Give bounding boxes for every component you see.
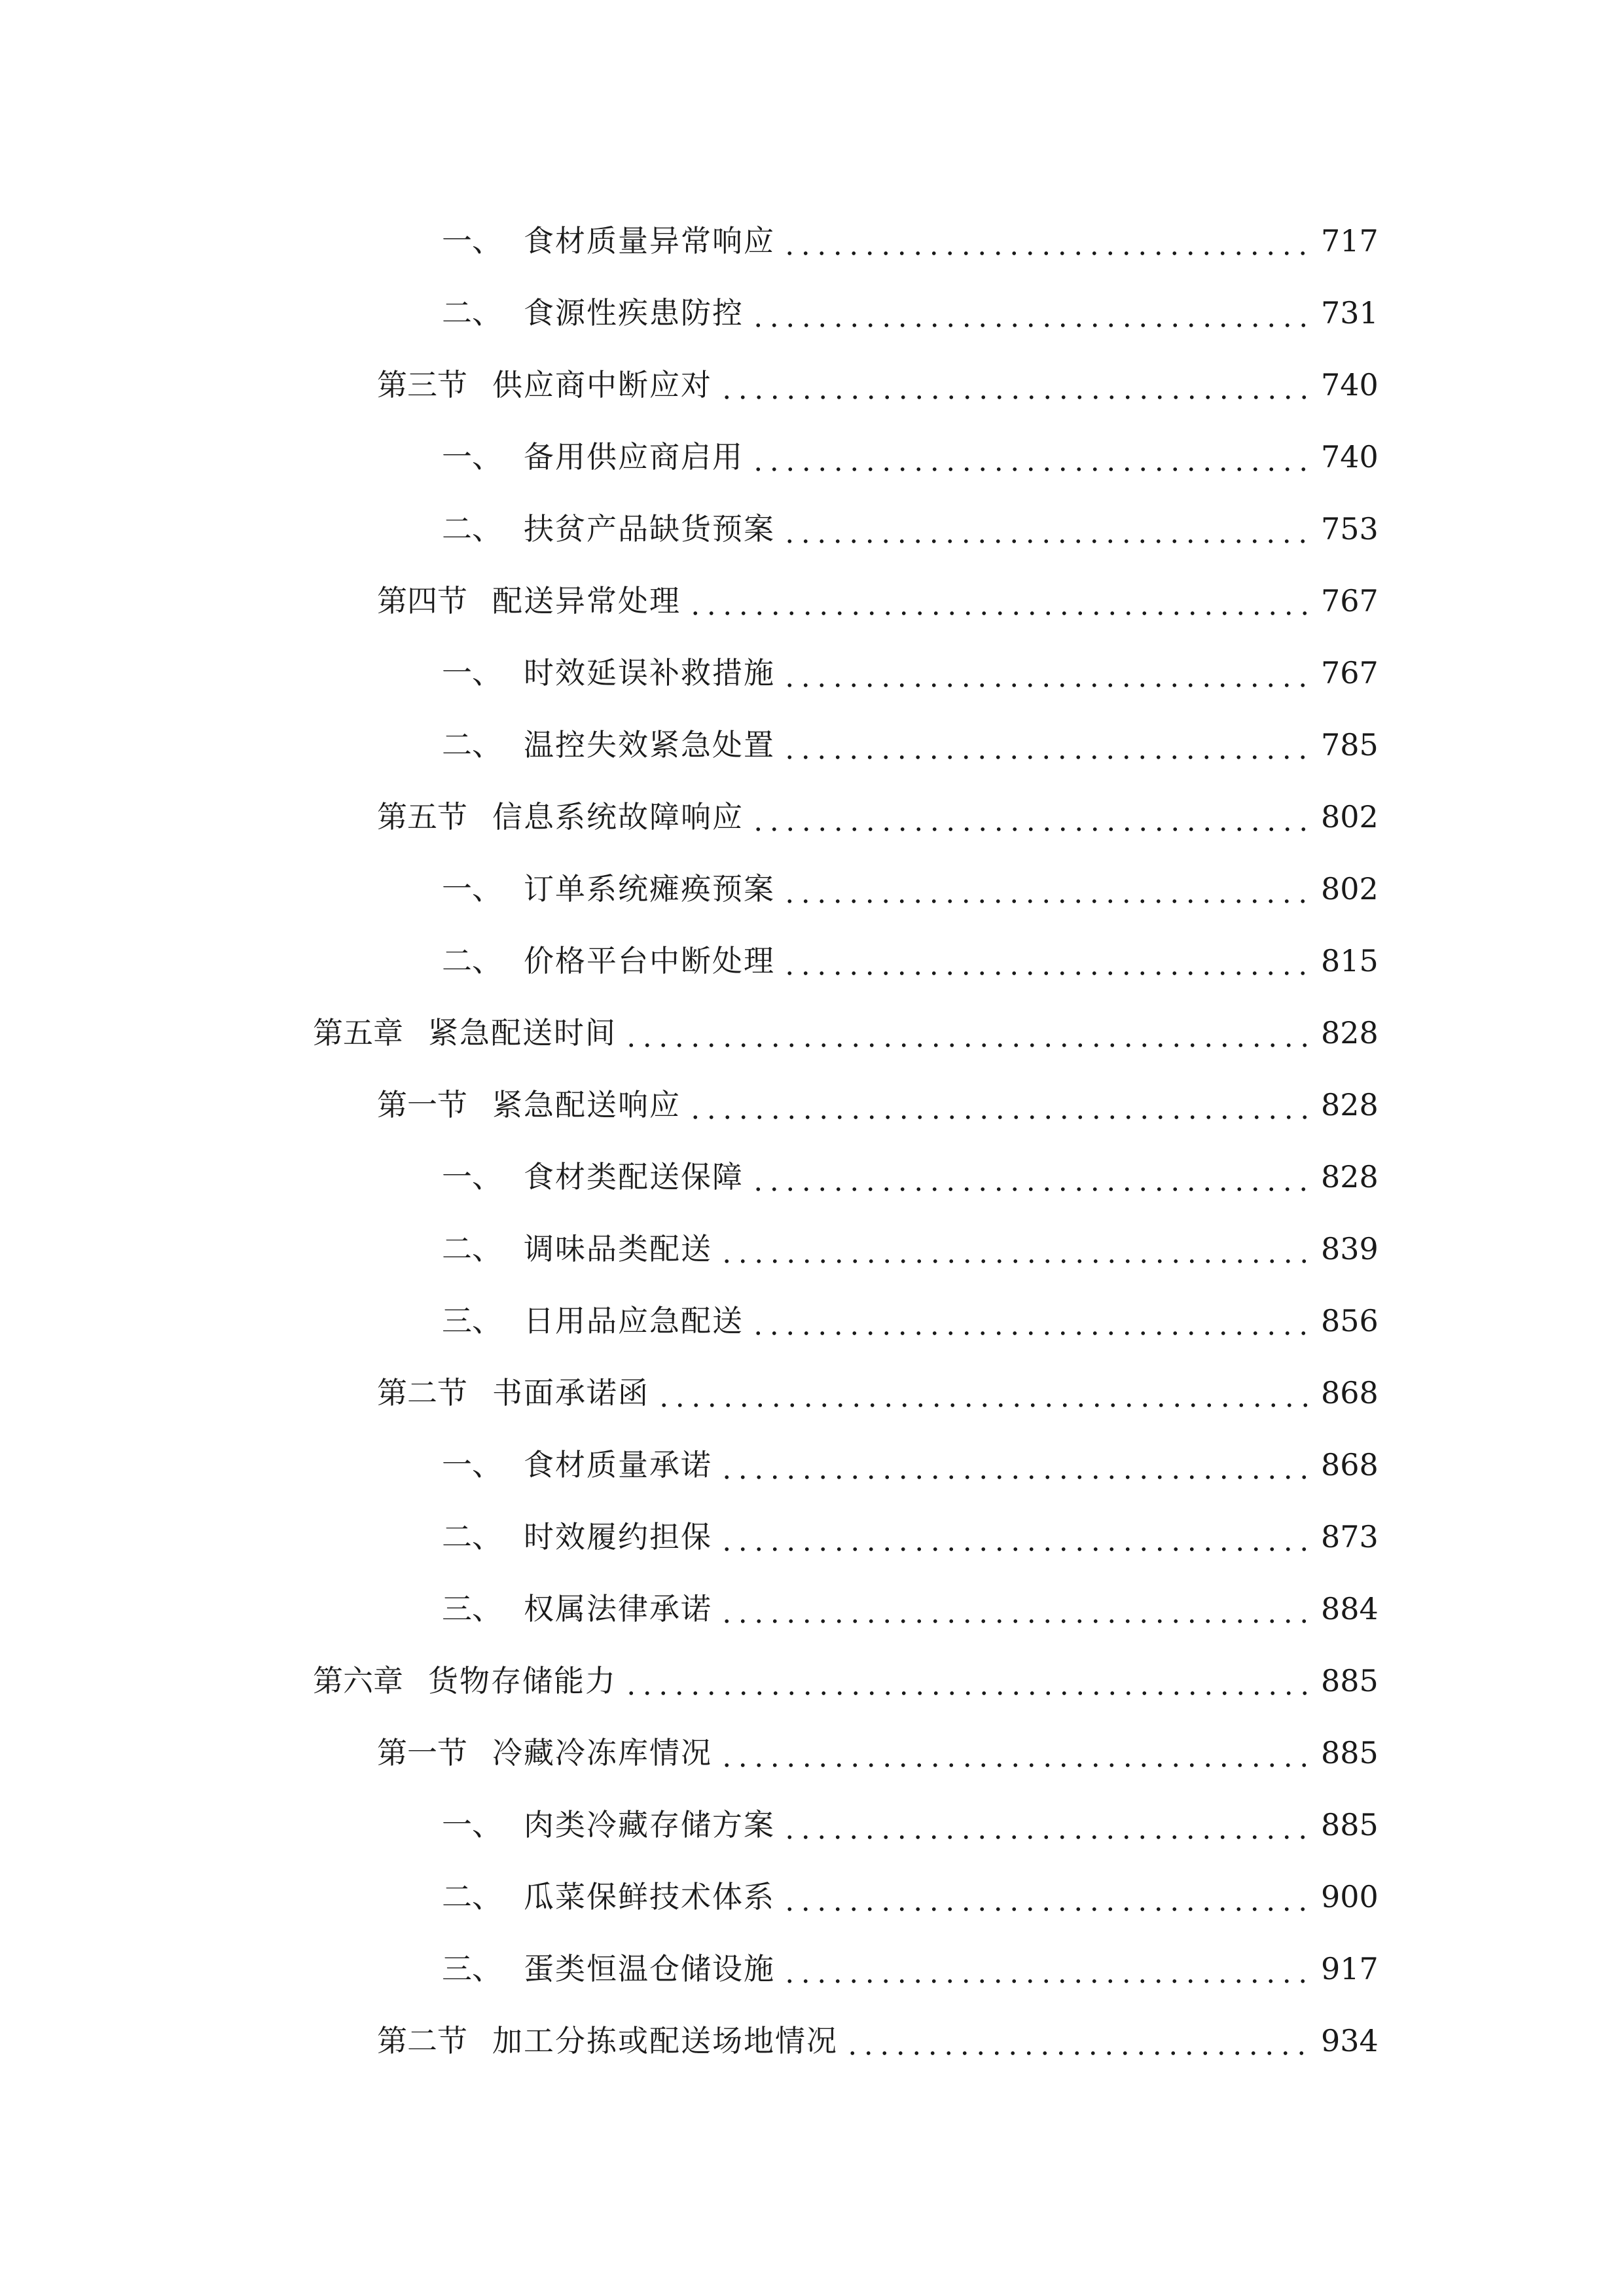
toc-entry-page: 767 xyxy=(1321,583,1379,619)
toc-entry-number: 一、 xyxy=(442,223,502,259)
dot-leader xyxy=(656,1379,1312,1409)
toc-entry-title: 时效延误补救措施 xyxy=(524,655,775,691)
toc-entry-page: 731 xyxy=(1321,295,1379,331)
toc-entry-title: 货物存储能力 xyxy=(428,1663,617,1698)
toc-entry-page: 856 xyxy=(1321,1303,1379,1338)
toc-entry-number: 第二节 xyxy=(377,2023,467,2058)
toc-entry[interactable] xyxy=(0,565,1624,637)
toc-entry-title: 食源性疾患防控 xyxy=(524,295,744,331)
toc-entry-page: 873 xyxy=(1321,1519,1379,1554)
toc-entry-title: 信息系统故障响应 xyxy=(492,799,744,834)
toc-entry-page: 868 xyxy=(1321,1375,1379,1410)
toc-entry-page: 900 xyxy=(1321,1879,1379,1914)
toc-entry-title: 权属法律承诺 xyxy=(524,1591,712,1626)
toc-entry-page: 885 xyxy=(1321,1735,1379,1770)
toc-entry-number: 第一节 xyxy=(377,1087,467,1122)
toc-entry-number: 一、 xyxy=(442,439,502,475)
toc-entry-number: 第四节 xyxy=(377,583,467,619)
toc-entry-number: 二、 xyxy=(442,727,502,762)
toc-entry[interactable] xyxy=(0,493,1624,565)
dot-leader xyxy=(782,1955,1312,1985)
toc-entry-page: 785 xyxy=(1321,727,1379,762)
toc-entry-number: 二、 xyxy=(442,295,502,331)
toc-entry-title: 瓜菜保鲜技术体系 xyxy=(524,1879,775,1914)
toc-entry[interactable] xyxy=(0,1861,1624,1933)
toc-entry-title: 供应商中断应对 xyxy=(492,367,712,403)
dot-leader xyxy=(719,1523,1312,1553)
toc-entry-title: 冷藏冷冻库情况 xyxy=(492,1735,712,1770)
toc-entry-title: 备用供应商启用 xyxy=(524,439,744,475)
toc-entry[interactable] xyxy=(0,1933,1624,2005)
toc-entry-title: 加工分拣或配送场地情况 xyxy=(492,2023,838,2058)
toc-entry-number: 一、 xyxy=(442,655,502,691)
toc-entry[interactable] xyxy=(0,853,1624,925)
dot-leader xyxy=(750,443,1312,473)
dot-leader xyxy=(782,947,1312,977)
toc-entry[interactable] xyxy=(0,1357,1624,1429)
toc-entry[interactable] xyxy=(0,2005,1624,2077)
toc-entry[interactable] xyxy=(0,349,1624,421)
toc-entry[interactable] xyxy=(0,637,1624,709)
toc-entry[interactable] xyxy=(0,709,1624,781)
dot-leader xyxy=(623,1667,1312,1697)
toc-entry-title: 蛋类恒温仓储设施 xyxy=(524,1951,775,1986)
toc-entry-title: 食材质量异常响应 xyxy=(524,223,775,259)
toc-entry[interactable] xyxy=(0,205,1624,277)
toc-entry-number: 第五节 xyxy=(377,799,467,834)
toc-entry-page: 740 xyxy=(1321,367,1379,403)
table-of-contents xyxy=(0,205,1624,2077)
toc-entry-number: 二、 xyxy=(442,943,502,978)
dot-leader xyxy=(782,875,1312,905)
toc-entry-title: 订单系统瘫痪预案 xyxy=(524,871,775,906)
toc-entry-number: 第一节 xyxy=(377,1735,467,1770)
toc-entry[interactable] xyxy=(0,1501,1624,1573)
toc-entry-page: 828 xyxy=(1321,1087,1379,1122)
dot-leader xyxy=(782,1883,1312,1913)
toc-entry[interactable] xyxy=(0,1645,1624,1717)
toc-entry-number: 第二节 xyxy=(377,1375,467,1410)
toc-entry-title: 价格平台中断处理 xyxy=(524,943,775,978)
dot-leader xyxy=(844,2027,1312,2057)
toc-entry-page: 868 xyxy=(1321,1447,1379,1482)
dot-leader xyxy=(782,1811,1312,1841)
toc-entry-title: 日用品应急配送 xyxy=(524,1303,744,1338)
toc-entry-page: 753 xyxy=(1321,511,1379,547)
toc-entry-number: 二、 xyxy=(442,1231,502,1266)
dot-leader xyxy=(719,1235,1312,1265)
toc-entry-title: 配送异常处理 xyxy=(492,583,681,619)
toc-entry-number: 二、 xyxy=(442,511,502,547)
toc-entry[interactable] xyxy=(0,1141,1624,1213)
toc-entry-title: 时效履约担保 xyxy=(524,1519,712,1554)
toc-entry[interactable] xyxy=(0,421,1624,493)
dot-leader xyxy=(750,299,1312,329)
toc-entry-number: 第五章 xyxy=(313,1015,403,1050)
dot-leader xyxy=(719,1451,1312,1481)
toc-entry-number: 三、 xyxy=(442,1951,502,1986)
toc-entry-number: 三、 xyxy=(442,1591,502,1626)
toc-entry-page: 884 xyxy=(1321,1591,1379,1626)
toc-entry-title: 扶贫产品缺货预案 xyxy=(524,511,775,547)
toc-entry[interactable] xyxy=(0,1285,1624,1357)
dot-leader xyxy=(719,1595,1312,1625)
toc-entry-number: 二、 xyxy=(442,1879,502,1914)
toc-entry-title: 调味品类配送 xyxy=(524,1231,712,1266)
dot-leader xyxy=(782,731,1312,761)
toc-entry[interactable] xyxy=(0,781,1624,853)
toc-entry[interactable] xyxy=(0,925,1624,997)
toc-entry-page: 815 xyxy=(1321,943,1379,978)
toc-entry[interactable] xyxy=(0,1573,1624,1645)
dot-leader xyxy=(782,659,1312,689)
toc-entry-number: 第三节 xyxy=(377,367,467,403)
toc-entry[interactable] xyxy=(0,1717,1624,1789)
dot-leader xyxy=(782,227,1312,257)
toc-entry-title: 食材质量承诺 xyxy=(524,1447,712,1482)
toc-entry-title: 温控失效紧急处置 xyxy=(524,727,775,762)
dot-leader xyxy=(719,371,1312,401)
toc-entry[interactable] xyxy=(0,277,1624,349)
toc-entry-number: 一、 xyxy=(442,1807,502,1842)
toc-entry-page: 802 xyxy=(1321,871,1379,906)
toc-entry[interactable] xyxy=(0,1789,1624,1861)
toc-entry-title: 紧急配送时间 xyxy=(428,1015,617,1050)
dot-leader xyxy=(687,1091,1312,1121)
toc-entry-page: 885 xyxy=(1321,1663,1379,1698)
toc-entry-number: 一、 xyxy=(442,1447,502,1482)
toc-entry-title: 紧急配送响应 xyxy=(492,1087,681,1122)
toc-entry-page: 802 xyxy=(1321,799,1379,834)
toc-entry-title: 肉类冷藏存储方案 xyxy=(524,1807,775,1842)
toc-entry-page: 767 xyxy=(1321,655,1379,691)
toc-entry-number: 二、 xyxy=(442,1519,502,1554)
toc-entry-title: 食材类配送保障 xyxy=(524,1159,744,1194)
toc-entry-number: 一、 xyxy=(442,1159,502,1194)
toc-entry-page: 740 xyxy=(1321,439,1379,475)
toc-entry-page: 934 xyxy=(1321,2023,1379,2058)
dot-leader xyxy=(750,1307,1312,1337)
dot-leader xyxy=(782,515,1312,545)
toc-entry-number: 第六章 xyxy=(313,1663,403,1698)
toc-entry-page: 885 xyxy=(1321,1807,1379,1842)
dot-leader xyxy=(719,1739,1312,1769)
toc-entry-page: 839 xyxy=(1321,1231,1379,1266)
dot-leader xyxy=(750,1163,1312,1193)
toc-entry-number: 一、 xyxy=(442,871,502,906)
toc-entry-page: 828 xyxy=(1321,1015,1379,1050)
toc-entry-page: 828 xyxy=(1321,1159,1379,1194)
dot-leader xyxy=(750,803,1312,833)
dot-leader xyxy=(687,587,1312,617)
toc-entry-title: 书面承诺函 xyxy=(492,1375,649,1410)
dot-leader xyxy=(623,1019,1312,1049)
toc-entry[interactable] xyxy=(0,1069,1624,1141)
toc-entry[interactable] xyxy=(0,1213,1624,1285)
toc-entry[interactable] xyxy=(0,997,1624,1069)
toc-entry[interactable] xyxy=(0,1429,1624,1501)
toc-entry-page: 717 xyxy=(1321,223,1379,259)
toc-entry-number: 三、 xyxy=(442,1303,502,1338)
toc-entry-page: 917 xyxy=(1321,1951,1379,1986)
